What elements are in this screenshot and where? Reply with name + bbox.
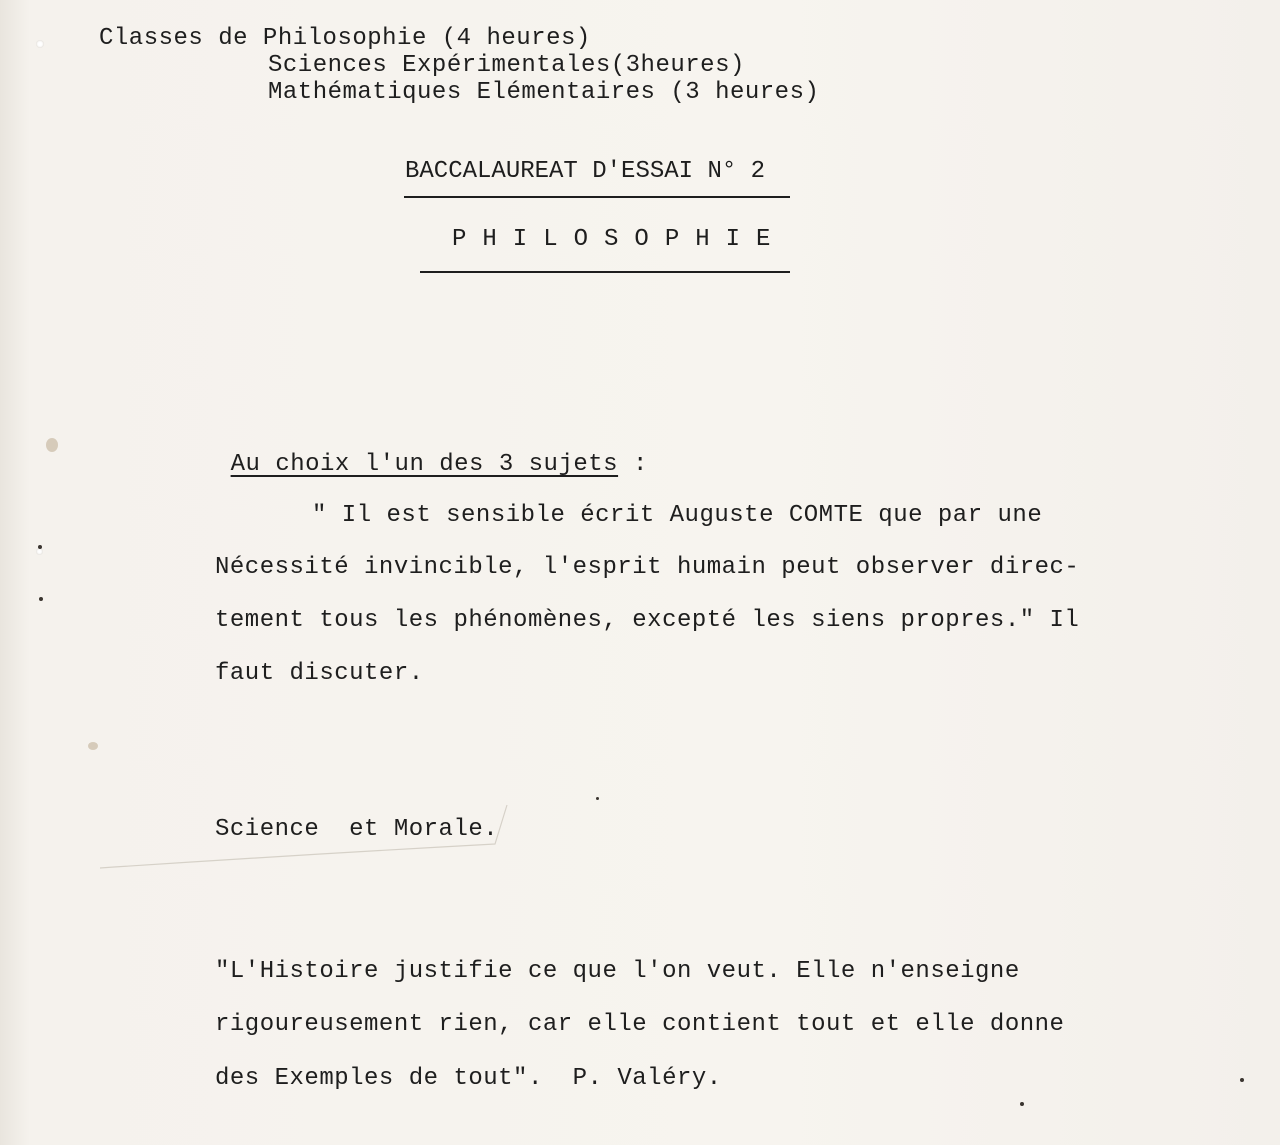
subject-one-line-2: Nécessité invincible, l'esprit humain peut observer direc- — [215, 554, 1080, 581]
ink-speck — [596, 797, 599, 800]
paper-stain — [46, 438, 58, 452]
choice-colon: : — [618, 451, 648, 478]
subject-title: P H I L O S O P H I E — [452, 226, 772, 253]
paper-stain — [88, 742, 98, 750]
choice-label: Au choix l'un des 3 sujets — [230, 451, 619, 478]
subject-two: Science et Morale. — [215, 816, 499, 843]
exam-title-rule — [404, 196, 790, 198]
subject-three-line-1: "L'Histoire justifie ce que l'on veut. Elle n'enseigne — [215, 958, 1020, 985]
punch-hole — [36, 548, 43, 555]
punch-hole — [36, 40, 44, 48]
pencil-stroke — [95, 800, 515, 875]
subject-one-line-1: " Il est sensible écrit Auguste COMTE que par une — [312, 502, 1043, 529]
header-line-philosophie: Classes de Philosophie (4 heures) — [99, 25, 591, 52]
ink-speck — [38, 545, 42, 549]
subject-one-line-3: tement tous les phénomènes, excepté les siens propres." Il — [215, 607, 1080, 634]
subject-three-line-3: des Exemples de tout". P. Valéry. — [215, 1065, 722, 1092]
subject-three-line-2: rigoureusement rien, car elle contient tout et elle donne — [215, 1011, 1065, 1038]
subject-one-line-4: faut discuter. — [215, 660, 424, 687]
ink-speck — [1240, 1078, 1244, 1082]
subject-title-rule — [420, 271, 790, 273]
ink-speck — [1020, 1102, 1024, 1106]
header-line-mathematiques: Mathématiques Elémentaires (3 heures) — [268, 79, 820, 106]
exam-title: BACCALAUREAT D'ESSAI N° 2 — [405, 158, 766, 185]
ink-speck — [39, 597, 43, 601]
header-line-sciences: Sciences Expérimentales(3heures) — [268, 52, 745, 79]
choice-instruction — [171, 423, 648, 507]
